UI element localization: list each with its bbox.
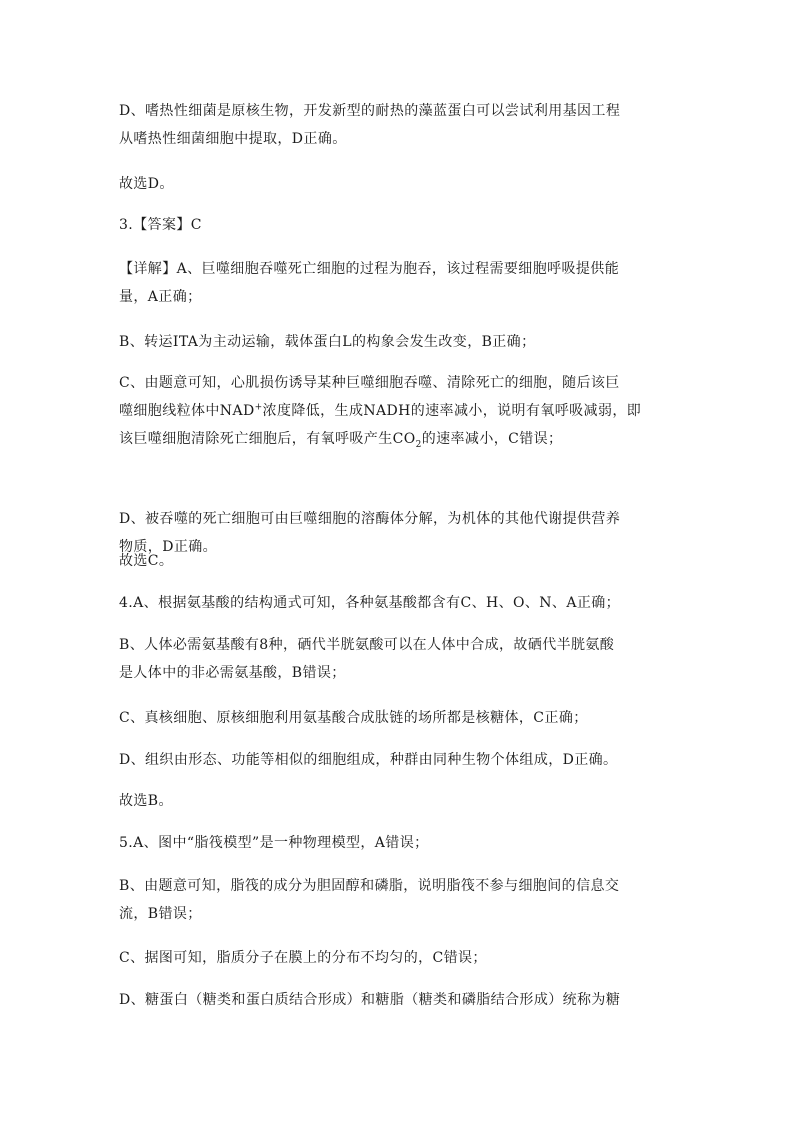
text-line: 【详解】A、巨噬细胞吞噬死亡细胞的过程为胞吞，该过程需要细胞呼吸提供能 [119, 261, 620, 277]
text-line: D、被吞噬的死亡细胞可由巨噬细胞的溶酶体分解，为机体的其他代谢提供营养 [119, 511, 621, 527]
paragraph-q3-option-a [119, 255, 679, 311]
text-line: 4.A、根据氨基酸的结构通式可知，各种氨基酸都含有C、H、O、N、A正确； [119, 595, 621, 611]
text-line: 故选D。 [119, 176, 174, 192]
text-line: 3.【答案】C [119, 217, 202, 233]
paragraph-q4-option-d [119, 746, 679, 774]
paragraph-q2-conclusion [119, 170, 679, 198]
text-line: 故选B。 [119, 793, 173, 809]
text-line [119, 425, 679, 453]
subscript-2: 2 [415, 439, 422, 450]
text-line: 量，A正确； [119, 289, 202, 305]
text-line: C、据图可知，脂质分子在膜上的分布不均匀的，C错误； [119, 950, 487, 966]
text-line: 从嗜热性细菌细胞中提取，D正确。 [119, 131, 347, 147]
superscript-plus: + [254, 402, 263, 413]
text-line: 物质，D正确。 [119, 539, 218, 555]
paragraph-q3-conclusion [119, 547, 679, 575]
text-segment: 浓度降低，生成NADH的速率减小，说明有氧呼吸减弱，即 [262, 403, 642, 419]
text-line: B、转运ITA为主动运输，载体蛋白L的构象会发生改变，B正确； [119, 334, 536, 350]
paragraph-q4-option-a [119, 589, 679, 617]
text-line: 5.A、图中“脂筏模型”是一种物理模型，A错误； [119, 835, 429, 851]
text-segment: 噬细胞线粒体中NAD [119, 403, 255, 419]
text-line: 流，B错误； [119, 906, 202, 922]
paragraph-q5-option-b [119, 872, 679, 928]
paragraph-q5-option-a [119, 829, 679, 857]
text-line [119, 397, 679, 425]
paragraph-q3-option-c [119, 369, 679, 453]
text-line: B、由题意可知，脂筏的成分为胆固醇和磷脂，说明脂筏不参与细胞间的信息交 [119, 878, 620, 894]
text-line: D、组织由形态、功能等相似的细胞组成，种群由同种生物个体组成，D正确。 [119, 752, 618, 768]
text-line: C、真核细胞、原核细胞利用氨基酸合成肽链的场所都是核糖体，C正确； [119, 710, 588, 726]
paragraph-q5-option-d [119, 986, 679, 1014]
paragraph-q3-answer [119, 211, 679, 239]
text-line: D、糖蛋白（糖类和蛋白质结合形成）和糖脂（糖类和磷脂结合形成）统称为糖 [119, 992, 621, 1008]
paragraph-q4-conclusion [119, 787, 679, 815]
paragraph-q2-option-d [119, 97, 679, 153]
text-line: 是人体中的非必需氨基酸，B错误； [119, 665, 346, 681]
paragraph-q4-option-c [119, 704, 679, 732]
paragraph-q5-option-c [119, 944, 679, 972]
text-line: C、由题意可知，心肌损伤诱导某种巨噬细胞吞噬、清除死亡的细胞，随后该巨 [119, 375, 620, 391]
text-line: 故选C。 [119, 553, 174, 569]
text-line: B、人体必需氨基酸有8种，硒代半胱氨酸可以在人体中合成，故硒代半胱氨酸 [119, 637, 615, 653]
paragraph-q3-option-b [119, 328, 679, 356]
text-line: D、嗜热性细菌是原核生物，开发新型的耐热的藻蓝蛋白可以尝试利用基因工程 [119, 103, 621, 119]
text-segment: 该巨噬细胞清除死亡细胞后，有氧呼吸产生CO [119, 431, 416, 447]
text-segment: 的速率减小，C错误； [421, 431, 563, 447]
paragraph-q4-option-b [119, 631, 679, 687]
